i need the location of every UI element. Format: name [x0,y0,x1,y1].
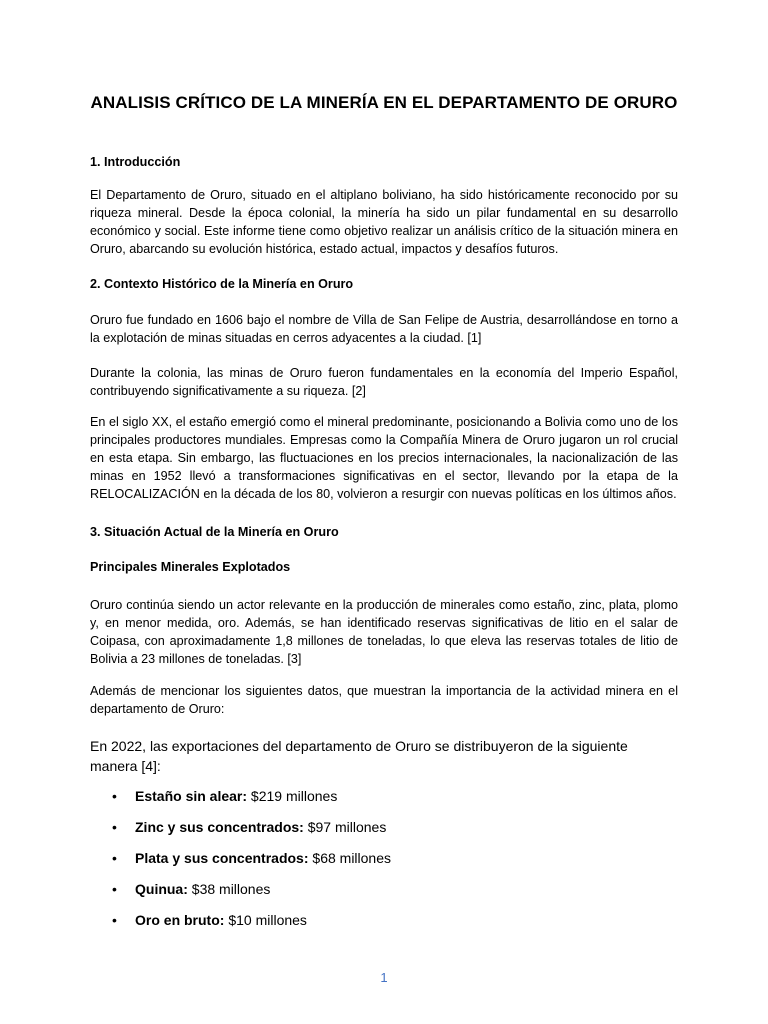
paragraph-exportaciones-intro: En 2022, las exportaciones del departamento de Oruro se distribuyeron de la siguiente manera [4]: [90,738,628,774]
export-value: $97 millones [303,819,387,835]
paragraph-fundacion: Oruro fue fundado en 1606 bajo el nombre de Villa de San Felipe de Austria, desarrollándose en torno a la explotación de minas situadas en cerros adyacentes a la ciudad. [1] [90,313,678,345]
export-value: $38 millones [187,881,271,897]
export-label: Oro en bruto: [135,912,225,928]
list-item [90,878,678,909]
bullet-icon: • [112,912,117,928]
section-heading-introduccion: 1. Introducción [90,155,181,169]
paragraph-siglo-xx: En el siglo XX, el estaño emergió como el mineral predominante, posicionando a Bolivia como uno de los principales productores mundiales. Empresas como la Compañía Minera de Oruro jugaron un rol crucial en esta etapa. Sin embargo, las fluctuaciones en los precios internacionales, la nacionalización de las minas en 1952 llevó a transformaciones significativas en el sector, llevando por la etapa de la RELOCALIZACIÓN en la década de los 80, volvieron a resurgir con nuevas políticas en los últimos años. [90,415,678,501]
list-item [90,909,678,940]
section-heading-contexto-historico: 2. Contexto Histórico de la Minería en Oruro [90,277,354,291]
list-item [90,816,678,847]
document-title: ANALISIS CRÍTICO DE LA MINERÍA EN EL DEPARTAMENTO DE ORURO [90,93,678,112]
page-number: 1 [380,970,388,985]
list-item [90,785,678,816]
exports-list [90,785,678,940]
export-label: Plata y sus concentrados: [135,850,309,866]
export-value: $219 millones [247,788,338,804]
paragraph-datos: Además de mencionar los siguientes datos, que muestran la importancia de la actividad minera en el departamento de Oruro: [90,684,678,716]
section-heading-situacion-actual: 3. Situación Actual de la Minería en Oruro [90,525,339,539]
bullet-icon: • [112,881,117,897]
subheading-minerales: Principales Minerales Explotados [90,560,291,574]
bullet-icon: • [112,819,117,835]
paragraph-introduccion: El Departamento de Oruro, situado en el altiplano boliviano, ha sido históricamente reconocido por su riqueza mineral. Desde la época colonial, la minería ha sido un pilar fundamental en su desarrollo económico y social. Este informe tiene como objetivo realizar un análisis crítico de la situación minera en Oruro, abarcando su evolución histórica, estado actual, impactos y desafíos futuros. [90,188,678,256]
paragraph-minerales: Oruro continúa siendo un actor relevante en la producción de minerales como estaño, zinc, plata, plomo y, en menor medida, oro. Además, se han identificado reservas significativas de litio en el salar de Coipasa, con aproximadamente 1,8 millones de toneladas, lo que eleva las reservas totales de litio de Bolivia a 23 millones de toneladas. [3] [90,598,678,666]
bullet-icon: • [112,788,117,804]
export-value: $10 millones [224,912,307,928]
paragraph-colonia: Durante la colonia, las minas de Oruro fueron fundamentales en la economía del Imperio Español, contribuyendo significativamente a su riqueza. [2] [90,366,678,398]
bullet-icon: • [112,850,117,866]
export-label: Estaño sin alear: [135,788,248,804]
export-label: Quinua: [135,881,188,897]
export-value: $68 millones [308,850,392,866]
export-label: Zinc y sus concentrados: [135,819,304,835]
list-item [90,847,678,878]
